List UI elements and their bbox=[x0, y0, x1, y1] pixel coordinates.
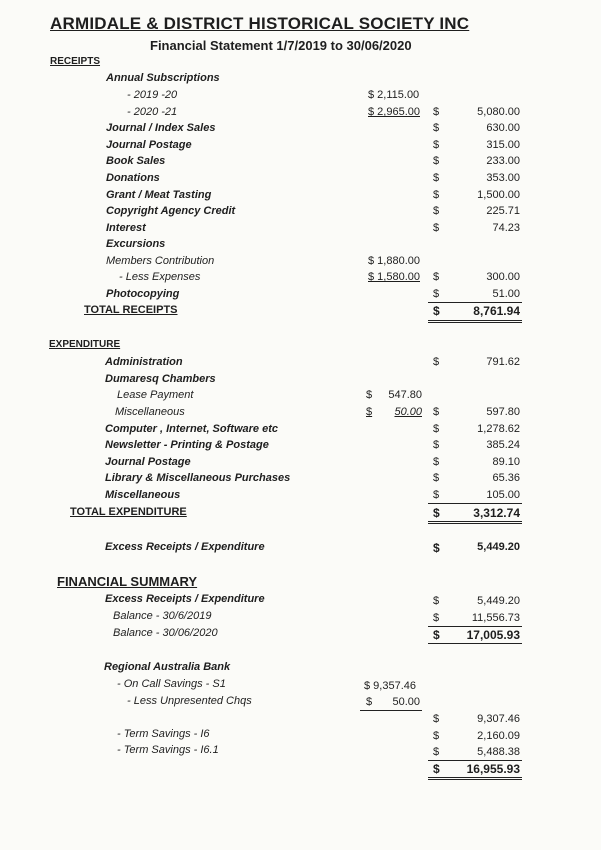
annual-subscriptions-label: Annual Subscriptions bbox=[106, 72, 220, 84]
donations-amount: 353.00 bbox=[486, 172, 520, 184]
excess-label: Excess Receipts / Expenditure bbox=[105, 541, 265, 553]
term-161-label: - Term Savings - I6.1 bbox=[117, 744, 219, 756]
subtotal-rule bbox=[360, 710, 422, 711]
excess-amount: 5,449.20 bbox=[477, 541, 520, 553]
journal-postage-amount: 315.00 bbox=[486, 139, 520, 151]
on-call-label: - On Call Savings - S1 bbox=[117, 678, 226, 690]
administration-amount: 791.62 bbox=[486, 356, 520, 368]
currency-symbol: $ bbox=[433, 456, 440, 468]
currency-symbol: $ bbox=[366, 389, 373, 401]
interest-label: Interest bbox=[106, 222, 146, 234]
currency-symbol: $ bbox=[433, 288, 440, 300]
total-expenditure-label: TOTAL EXPENDITURE bbox=[70, 506, 187, 518]
newsletter-amount: 385.24 bbox=[486, 439, 520, 451]
currency-symbol: $ bbox=[433, 205, 440, 217]
currency-symbol: $ bbox=[433, 713, 440, 725]
on-call-net-amount: 9,307.46 bbox=[477, 713, 520, 725]
currency-symbol: $ bbox=[433, 730, 440, 742]
term-16-label: - Term Savings - I6 bbox=[117, 728, 210, 740]
book-sales-label: Book Sales bbox=[106, 155, 166, 167]
excursions-label: Excursions bbox=[106, 238, 166, 250]
expenditure-heading: EXPENDITURE bbox=[49, 339, 121, 350]
unpresented-amount: 50.00 bbox=[392, 696, 420, 708]
currency-symbol: $ bbox=[433, 122, 440, 134]
total-rule bbox=[428, 322, 522, 323]
grand-total-amount: 16,955.93 bbox=[466, 762, 520, 776]
total-rule bbox=[428, 320, 522, 321]
subtotal-rule bbox=[428, 302, 522, 303]
grant-label: Grant / Meat Tasting bbox=[106, 189, 212, 201]
currency-symbol: $ bbox=[433, 439, 440, 451]
document-title: ARMIDALE & DISTRICT HISTORICAL SOCIETY INC bbox=[50, 14, 470, 33]
currency-symbol: $ bbox=[433, 762, 440, 776]
total-expenditure-amount: 3,312.74 bbox=[473, 506, 520, 520]
currency-symbol: $ bbox=[433, 155, 440, 167]
currency-symbol: $ bbox=[433, 506, 440, 520]
total-receipts-label: TOTAL RECEIPTS bbox=[84, 304, 178, 316]
miscellaneous-label: Miscellaneous bbox=[105, 489, 181, 501]
currency-symbol: $ bbox=[433, 423, 440, 435]
journal-postage-exp-label: Journal Postage bbox=[105, 456, 191, 468]
journal-postage-label: Journal Postage bbox=[106, 139, 192, 151]
members-contribution-amount: $ 1,880.00 bbox=[368, 255, 420, 267]
currency-symbol: $ bbox=[433, 595, 440, 607]
on-call-amount: $ 9,357.46 bbox=[364, 680, 416, 692]
total-rule bbox=[428, 779, 522, 780]
term-16-amount: 2,160.09 bbox=[477, 730, 520, 742]
currency-symbol: $ bbox=[433, 106, 440, 118]
journal-index-sales-amount: 630.00 bbox=[486, 122, 520, 134]
administration-label: Administration bbox=[105, 356, 183, 368]
journal-index-sales-label: Journal / Index Sales bbox=[106, 122, 216, 134]
currency-symbol: $ bbox=[433, 356, 440, 368]
total-receipts-amount: 8,761.94 bbox=[473, 304, 520, 318]
currency-symbol: $ bbox=[433, 304, 440, 318]
donations-label: Donations bbox=[106, 172, 160, 184]
sub-2019-label: - 2019 -20 bbox=[127, 89, 178, 101]
currency-symbol: $ bbox=[433, 541, 440, 555]
photocopying-label: Photocopying bbox=[106, 288, 180, 300]
balance-2020-amount: 17,005.93 bbox=[466, 628, 520, 642]
currency-symbol: $ bbox=[433, 628, 440, 642]
dumaresq-label: Dumaresq Chambers bbox=[105, 373, 216, 385]
sub-2020-label: - 2020 -21 bbox=[127, 106, 178, 118]
currency-symbol: $ bbox=[433, 746, 440, 758]
sub-2020-amount: $ 2,965.00 bbox=[368, 106, 420, 118]
journal-postage-exp-amount: 89.10 bbox=[492, 456, 520, 468]
sub-2019-amount: $ 2,115.00 bbox=[368, 89, 420, 101]
interest-amount: 74.23 bbox=[492, 222, 520, 234]
miscellaneous-amount: 105.00 bbox=[486, 489, 520, 501]
currency-symbol: $ bbox=[433, 489, 440, 501]
copyright-label: Copyright Agency Credit bbox=[106, 205, 236, 217]
book-sales-amount: 233.00 bbox=[486, 155, 520, 167]
subtotal-rule bbox=[428, 626, 522, 627]
currency-symbol: $ bbox=[433, 271, 440, 283]
grant-amount: 1,500.00 bbox=[477, 189, 520, 201]
computer-amount: 1,278.62 bbox=[477, 423, 520, 435]
total-rule bbox=[428, 643, 522, 644]
subtotal-rule bbox=[428, 503, 522, 504]
misc-sub-amount: 50.00 bbox=[394, 406, 422, 418]
subtotal-rule bbox=[428, 760, 522, 761]
total-rule bbox=[428, 777, 522, 778]
library-label: Library & Miscellaneous Purchases bbox=[105, 472, 291, 484]
subscriptions-total: 5,080.00 bbox=[477, 106, 520, 118]
currency-symbol: $ bbox=[366, 696, 373, 708]
photocopying-amount: 51.00 bbox=[492, 288, 520, 300]
less-expenses-label: - Less Expenses bbox=[119, 271, 201, 283]
unpresented-label: - Less Unpresented Chqs bbox=[127, 695, 252, 707]
balance-2019-amount: 11,556.73 bbox=[471, 612, 520, 624]
dumaresq-total-amount: 597.80 bbox=[486, 406, 520, 418]
currency-symbol: $ bbox=[433, 472, 440, 484]
bank-label: Regional Australia Bank bbox=[104, 661, 231, 673]
currency-symbol: $ bbox=[433, 189, 440, 201]
balance-2019-label: Balance - 30/6/2019 bbox=[113, 610, 212, 622]
currency-symbol: $ bbox=[433, 222, 440, 234]
financial-summary-heading: FINANCIAL SUMMARY bbox=[57, 574, 198, 589]
members-contribution-label: Members Contribution bbox=[106, 255, 215, 267]
receipts-heading: RECEIPTS bbox=[50, 56, 101, 67]
excursions-net-amount: 300.00 bbox=[486, 271, 520, 283]
total-rule bbox=[428, 521, 522, 522]
balance-2020-label: Balance - 30/06/2020 bbox=[113, 627, 218, 639]
library-amount: 65.36 bbox=[492, 472, 520, 484]
lease-payment-label: Lease Payment bbox=[117, 389, 194, 401]
newsletter-label: Newsletter - Printing & Postage bbox=[105, 439, 269, 451]
summary-excess-amount: 5,449.20 bbox=[477, 595, 520, 607]
misc-sub-label: Miscellaneous bbox=[115, 406, 185, 418]
summary-excess-label: Excess Receipts / Expenditure bbox=[105, 593, 265, 605]
computer-label: Computer , Internet, Software etc bbox=[105, 423, 278, 435]
document-subtitle: Financial Statement 1/7/2019 to 30/06/2020 bbox=[150, 38, 412, 53]
term-161-amount: 5,488.38 bbox=[477, 746, 520, 758]
currency-symbol: $ bbox=[433, 139, 440, 151]
less-expenses-amount: $ 1,580.00 bbox=[368, 271, 420, 283]
lease-payment-amount: 547.80 bbox=[388, 389, 422, 401]
currency-symbol: $ bbox=[366, 406, 373, 418]
currency-symbol: $ bbox=[433, 406, 440, 418]
copyright-amount: 225.71 bbox=[486, 205, 520, 217]
total-rule bbox=[428, 523, 522, 524]
currency-symbol: $ bbox=[433, 172, 440, 184]
currency-symbol: $ bbox=[433, 612, 440, 624]
